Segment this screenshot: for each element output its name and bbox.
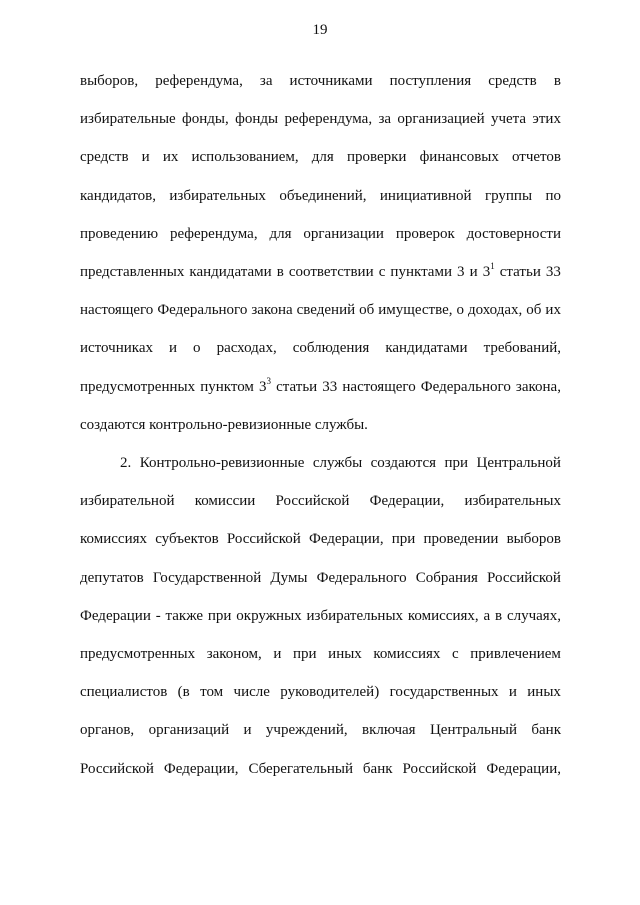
word: Российской xyxy=(226,531,301,548)
word: Федерации, xyxy=(369,493,445,510)
text-line xyxy=(80,338,561,358)
word: Федерации, xyxy=(486,760,561,777)
word: Федерации, xyxy=(163,760,239,777)
word: государственных xyxy=(389,684,499,701)
word: настоящего xyxy=(80,302,154,319)
word: имуществе, xyxy=(378,302,453,319)
word: Контрольно-ревизионные xyxy=(139,455,305,471)
word: сведений xyxy=(296,302,356,319)
word: кандидатов, xyxy=(80,187,156,204)
word: о xyxy=(456,302,464,319)
word: Российской xyxy=(487,569,561,586)
word: Федерального xyxy=(420,378,511,395)
word: числе xyxy=(233,684,270,701)
word: учета xyxy=(490,111,527,128)
word: проведению xyxy=(80,225,159,242)
word: 33 xyxy=(322,378,338,395)
text-line xyxy=(80,568,561,588)
word: предусмотренных xyxy=(80,646,196,662)
word: Думы xyxy=(270,569,308,586)
word: выборов xyxy=(506,531,561,548)
word: окружных xyxy=(236,607,302,624)
word: Центральный xyxy=(429,722,517,739)
word: субъектов xyxy=(155,531,219,548)
word: комиссиях, xyxy=(407,607,479,624)
word: избирательных xyxy=(169,187,266,204)
word: в xyxy=(495,607,503,624)
word: избирательной xyxy=(80,493,175,510)
word: создаются xyxy=(80,416,146,433)
text-line xyxy=(80,720,561,740)
word: и xyxy=(508,684,517,701)
text-line xyxy=(80,147,561,167)
text-line xyxy=(80,644,561,664)
word: банк xyxy=(362,760,393,777)
word: Собрания xyxy=(415,569,478,586)
word: создаются xyxy=(370,455,437,471)
text-line xyxy=(80,759,561,779)
text-line xyxy=(80,606,561,626)
word: Российской xyxy=(80,760,154,777)
word: случаях, xyxy=(506,607,561,624)
word: депутатов xyxy=(80,569,144,586)
word: Федерального xyxy=(157,302,248,319)
word: учреждений, xyxy=(265,722,348,739)
word: избирательных xyxy=(464,493,561,510)
word: иных xyxy=(328,646,362,662)
text-line xyxy=(80,491,561,511)
word: средств xyxy=(80,149,129,166)
word: проведении xyxy=(423,531,499,548)
word: для xyxy=(311,149,334,166)
word: достоверности xyxy=(466,225,561,242)
word: и xyxy=(243,722,252,739)
text-line xyxy=(80,262,561,282)
word: организаций xyxy=(148,722,230,739)
word: $3^1$ xyxy=(482,261,495,280)
text-line xyxy=(80,529,561,549)
word: комиссиях xyxy=(80,531,148,548)
page-number: 19 xyxy=(312,22,328,38)
word: при xyxy=(444,455,469,471)
word: средств xyxy=(488,73,537,89)
word: по xyxy=(545,187,561,204)
word: - xyxy=(155,607,161,624)
word: статьи xyxy=(276,378,318,395)
word: 3 xyxy=(457,264,465,280)
word: и xyxy=(469,264,478,280)
text-line xyxy=(80,71,561,91)
word: Российской xyxy=(275,493,350,510)
word: отчетов xyxy=(511,149,561,166)
word: фонды, xyxy=(182,111,229,128)
word: комиссиях xyxy=(373,646,441,662)
word: привлечением xyxy=(470,646,561,662)
word: статьи xyxy=(499,264,541,280)
word: проверок xyxy=(395,225,455,242)
word: Федерации, xyxy=(308,531,384,548)
word: поступления xyxy=(389,73,472,89)
word: финансовых xyxy=(419,149,499,166)
word: а xyxy=(483,607,491,624)
word: специалистов xyxy=(80,684,168,701)
word: настоящего xyxy=(342,378,416,395)
word: закона, xyxy=(515,378,561,395)
word: и xyxy=(141,149,150,166)
word: органов, xyxy=(80,722,135,739)
word: доходах, xyxy=(467,302,523,319)
text-line xyxy=(80,415,561,435)
word: включая xyxy=(361,722,416,739)
text-line xyxy=(80,186,561,206)
word: Центральной xyxy=(476,455,561,471)
word: за xyxy=(259,73,273,89)
word: референдума, xyxy=(155,73,243,89)
word: в xyxy=(276,264,284,280)
word: 2. xyxy=(120,455,132,471)
word: их xyxy=(162,149,179,166)
word: референдума, xyxy=(169,225,258,242)
text-line xyxy=(80,682,561,702)
word: комиссии xyxy=(194,493,256,510)
word: с xyxy=(452,646,459,662)
word: Федерации xyxy=(80,607,151,624)
word: предусмотренных xyxy=(80,378,196,395)
word: организацией xyxy=(397,111,485,128)
word: источниках xyxy=(80,340,153,357)
word: Государственной xyxy=(152,569,262,586)
word: Федерального xyxy=(316,569,407,586)
word: пунктами xyxy=(390,264,452,280)
word: контрольно-ревизионные xyxy=(149,416,312,433)
word: использованием, xyxy=(191,149,299,166)
word: и xyxy=(273,646,282,662)
word: $3^3$ xyxy=(259,375,272,395)
word: соответствии xyxy=(288,264,374,280)
word: 33 xyxy=(545,264,561,280)
word: кандидатами xyxy=(385,340,468,357)
word: (в xyxy=(177,684,190,701)
word: объединений, xyxy=(279,187,367,204)
text-line xyxy=(80,224,561,244)
word: для xyxy=(269,225,292,242)
word: инициативной xyxy=(379,187,472,204)
word: выборов, xyxy=(80,73,139,89)
word: том xyxy=(200,684,224,701)
word: проверки xyxy=(346,149,407,166)
word: кандидатами xyxy=(189,264,272,280)
word: при xyxy=(207,607,232,624)
word: службы. xyxy=(314,416,368,433)
text-line xyxy=(120,453,561,473)
word: избирательные xyxy=(80,111,176,128)
word: представленных xyxy=(80,264,185,280)
word: и xyxy=(169,340,178,357)
word: Сберегательный xyxy=(248,760,353,777)
word: с xyxy=(378,264,386,280)
word: референдума, xyxy=(284,111,373,128)
word: банк xyxy=(531,722,561,739)
word: их xyxy=(545,302,561,319)
word: расходах, xyxy=(216,340,277,357)
word: пунктом xyxy=(200,378,254,395)
word: об xyxy=(526,302,542,319)
word: об xyxy=(359,302,375,319)
word: за xyxy=(378,111,392,128)
word: группы xyxy=(484,187,533,204)
word: закона xyxy=(251,302,293,319)
word: организации xyxy=(303,225,384,242)
word: этих xyxy=(532,111,561,128)
text-line xyxy=(80,109,561,129)
word: требований, xyxy=(483,340,561,357)
word: в xyxy=(553,73,561,89)
word: о xyxy=(193,340,201,357)
word: иных xyxy=(527,684,561,701)
word: законом, xyxy=(206,646,262,662)
word: службы xyxy=(312,455,363,471)
word: соблюдения xyxy=(292,340,370,357)
word: руководителей) xyxy=(280,684,380,701)
word: Российской xyxy=(402,760,477,777)
text-line xyxy=(80,300,561,320)
word: источниками xyxy=(289,73,373,89)
word: также xyxy=(165,607,204,624)
word: при xyxy=(391,531,416,548)
word: фонды xyxy=(235,111,279,128)
text-line xyxy=(80,377,561,397)
word: избирательных xyxy=(306,607,404,624)
word: при xyxy=(293,646,317,662)
